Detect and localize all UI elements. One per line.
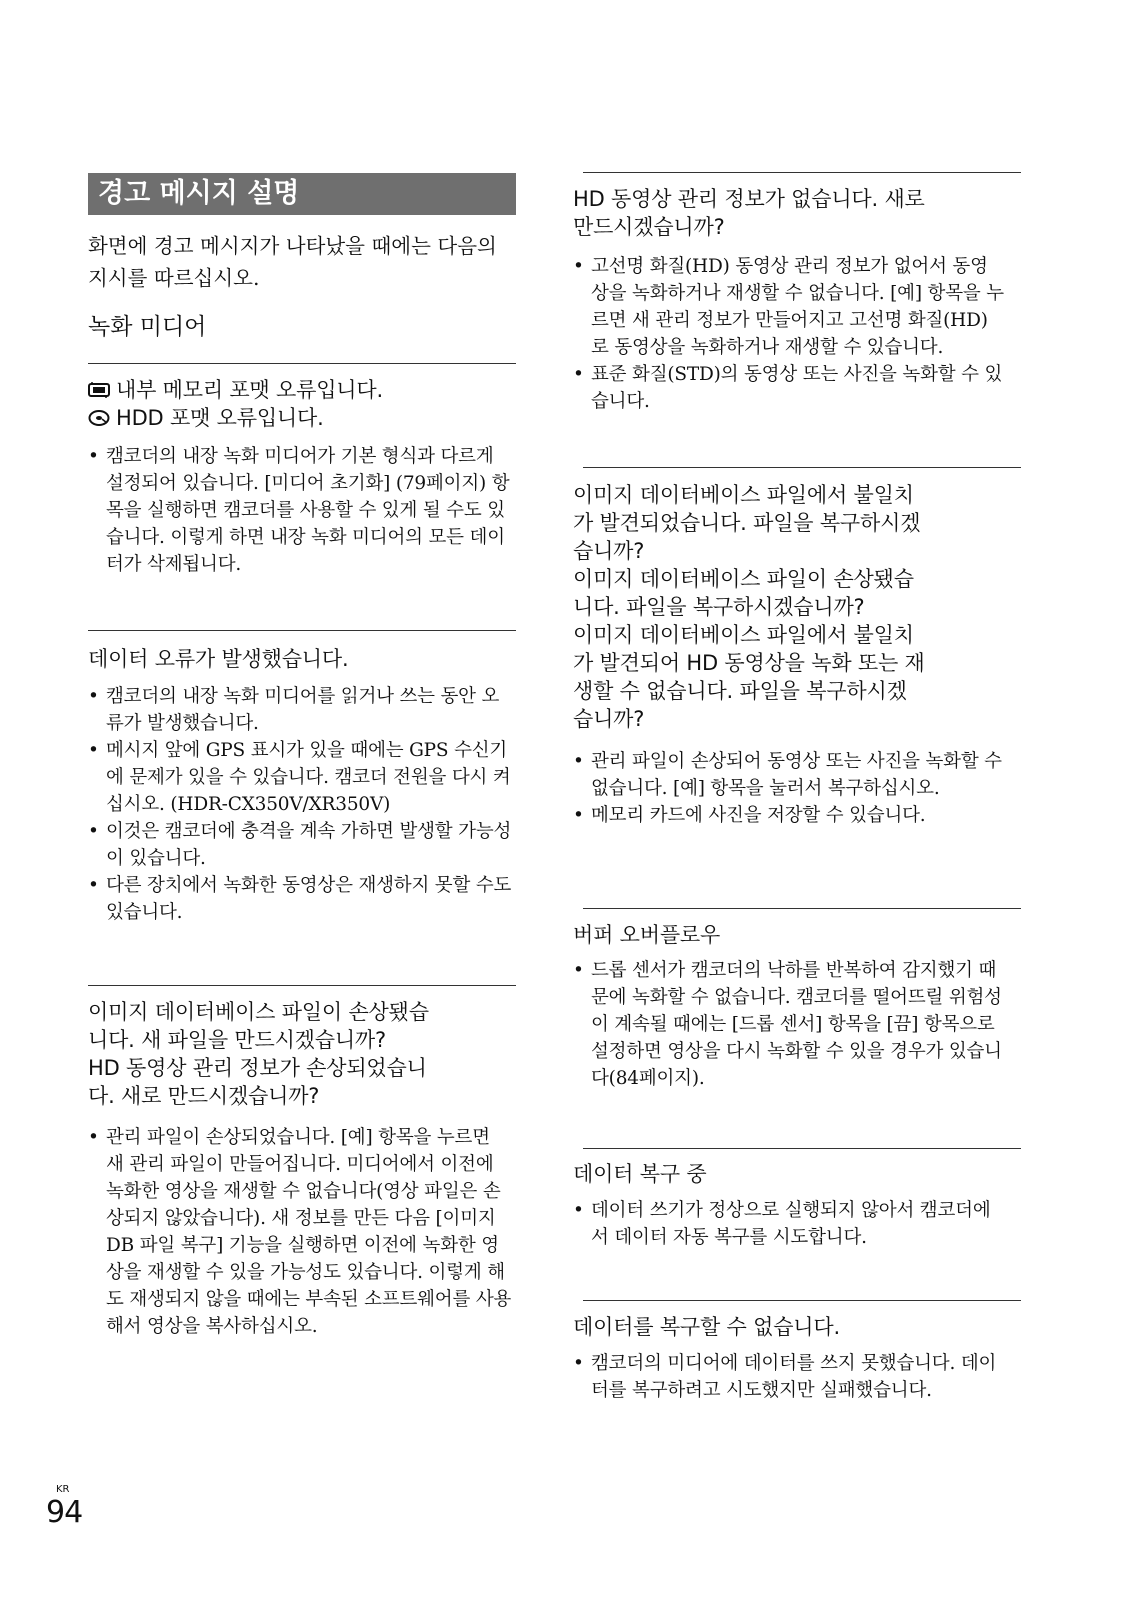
message-image-db-mismatch — [573, 481, 1013, 733]
subheading-recording-media: 녹화 미디어 — [88, 314, 207, 340]
message-line: 만드시겠습니까? — [573, 215, 725, 239]
bullet-list — [573, 1197, 1005, 1251]
message-data-recovering: 데이터 복구 중 — [573, 1162, 707, 1186]
list-item: • 관리 파일이 손상되어 동영상 또는 사진을 녹화할 수 없습니다. [예] 항목을 눌러서 복구하십시오. — [573, 748, 1005, 802]
divider — [88, 363, 516, 364]
message-line: 이미지 데이터베이스 파일에서 불일치 — [573, 483, 914, 507]
divider — [583, 467, 1021, 468]
message-line: 가 발견되었습니다. 파일을 복구하시겠 — [573, 511, 921, 535]
bullet-list — [88, 1124, 512, 1340]
page-number: 94 — [46, 1495, 83, 1530]
divider — [583, 908, 1021, 909]
divider — [583, 1148, 1021, 1149]
list-item: • 메시지 앞에 GPS 표시가 있을 때에는 GPS 수신기에 문제가 있을 수 있습니다. 캠코더 전원을 다시 켜십시오. (HDR-CX350V/XR350V) — [88, 737, 512, 818]
bullet-list — [88, 683, 512, 926]
page-footer — [46, 1484, 82, 1530]
divider — [583, 1300, 1021, 1301]
list-item: • 드롭 센서가 캠코더의 낙하를 반복하여 감지했기 때문에 녹화할 수 없습니다. 캠코더를 떨어뜨릴 위험성이 계속될 때에는 [드롭 센서] 항목을 [끔] 항목으로 설정하면 영상을 다시 녹화할 수 있을 경우가 있습니다(84페이지). — [573, 957, 1005, 1092]
message-line: 습니까? — [573, 539, 645, 563]
language-code: KR — [56, 1484, 70, 1495]
message-line: 습니까? — [573, 707, 645, 731]
list-item: • 이것은 캠코더에 충격을 계속 가하면 발생할 가능성이 있습니다. — [88, 818, 512, 872]
message-hd-info-missing — [573, 185, 1013, 241]
bullet-list — [88, 443, 512, 578]
message-line — [88, 404, 518, 432]
message-format-error — [88, 376, 518, 432]
list-item: • 다른 장치에서 녹화한 동영상은 재생하지 못할 수도 있습니다. — [88, 872, 512, 926]
intro-text: 화면에 경고 메시지가 나타났을 때에는 다음의 지시를 따르십시오. — [88, 234, 497, 290]
message-line: HD 동영상 관리 정보가 없습니다. 새로 — [573, 187, 925, 211]
message-text: HDD 포맷 오류입니다. — [116, 406, 324, 430]
message-buffer-overflow: 버퍼 오버플로우 — [573, 923, 721, 947]
message-line: 니다. 새 파일을 만드시겠습니까? — [88, 1028, 386, 1052]
list-item: • 캠코더의 미디어에 데이터를 쓰지 못했습니다. 데이터를 복구하려고 시도했지만 실패했습니다. — [573, 1350, 1005, 1404]
message-data-error: 데이터 오류가 발생했습니다. — [88, 647, 349, 671]
message-line — [88, 376, 518, 404]
bullet-list — [573, 253, 1005, 415]
list-item: • 캠코더의 내장 녹화 미디어가 기본 형식과 다르게 설정되어 있습니다. [미디어 초기화] (79페이지) 항목을 실행하면 캠코더를 사용할 수 있게 될 수도 있습니다. 이렇게 하면 내장 녹화 미디어의 모든 데이터가 삭제됩니다. — [88, 443, 512, 578]
section-title: 경고 메시지 설명 — [88, 173, 516, 215]
message-image-db-damaged — [88, 998, 518, 1110]
message-line: 생할 수 없습니다. 파일을 복구하시겠 — [573, 679, 907, 703]
message-line: 니다. 파일을 복구하시겠습니까? — [573, 595, 865, 619]
message-line: 가 발견되어 HD 동영상을 녹화 또는 재 — [573, 651, 925, 675]
list-item: • 표준 화질(STD)의 동영상 또는 사진을 녹화할 수 있습니다. — [573, 361, 1005, 415]
bullet-list — [573, 1350, 1005, 1404]
bullet-list — [573, 957, 1005, 1092]
divider — [583, 172, 1021, 173]
message-line: 이미지 데이터베이스 파일에서 불일치 — [573, 623, 914, 647]
message-line: 다. 새로 만드시겠습니까? — [88, 1084, 320, 1108]
list-item: • 관리 파일이 손상되었습니다. [예] 항목을 누르면 새 관리 파일이 만들어집니다. 미디어에서 이전에 녹화한 영상을 재생할 수 없습니다(영상 파일은 손상되지 않았습니다). 새 정보를 만든 다음 [이미지DB 파일 복구] 기능을 실행하면 이전에 녹화한 영상을 재생할 수 있을 가능성도 있습니다. 이렇게 해도 재생되지 않을 때에는 부속된 소프트웨어를 사용해서 영상을 복사하십시오. — [88, 1124, 512, 1340]
divider — [88, 985, 516, 986]
list-item: • 메모리 카드에 사진을 저장할 수 있습니다. — [573, 802, 1005, 829]
list-item: • 고선명 화질(HD) 동영상 관리 정보가 없어서 동영상을 녹화하거나 재생할 수 없습니다. [예] 항목을 누르면 새 관리 정보가 만들어지고 고선명 화질(HD)로 동영상을 녹화하거나 재생할 수 있습니다. — [573, 253, 1005, 361]
list-item: • 캠코더의 내장 녹화 미디어를 읽거나 쓰는 동안 오류가 발생했습니다. — [88, 683, 512, 737]
message-line: 이미지 데이터베이스 파일이 손상됐습 — [88, 1000, 429, 1024]
bullet-list — [573, 748, 1005, 829]
message-line: HD 동영상 관리 정보가 손상되었습니 — [88, 1056, 427, 1080]
message-cannot-recover: 데이터를 복구할 수 없습니다. — [573, 1315, 840, 1339]
message-line: 이미지 데이터베이스 파일이 손상됐습 — [573, 567, 914, 591]
hdd-icon — [88, 406, 110, 424]
divider — [88, 630, 516, 631]
message-text: 내부 메모리 포맷 오류입니다. — [116, 378, 383, 402]
list-item: • 데이터 쓰기가 정상으로 실행되지 않아서 캠코더에서 데이터 자동 복구를 시도합니다. — [573, 1197, 1005, 1251]
internal-memory-icon — [88, 378, 110, 396]
